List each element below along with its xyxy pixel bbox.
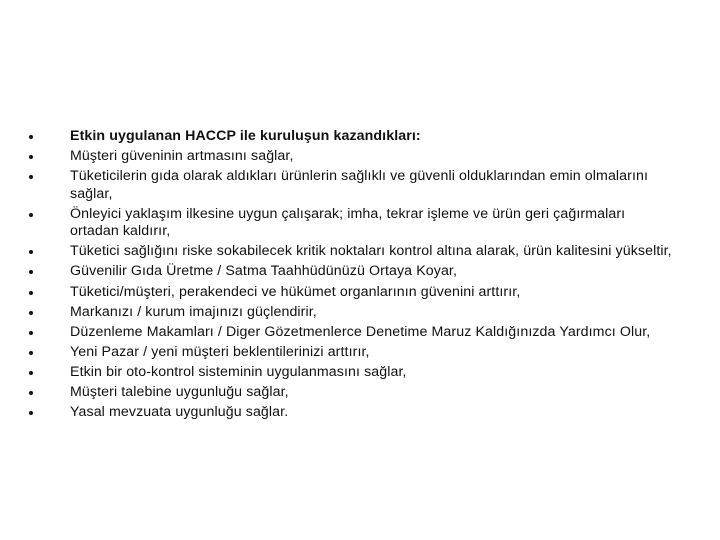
list-item [24,364,674,382]
bullet-dot-icon [29,411,33,415]
list-item-text: Tüketicilerin gıda olarak aldıkları ürünlerin sağlıklı ve güvenli olduklarından emin olmalarını sağlar, [70,168,649,202]
list-item-text: Tüketici sağlığını riske sokabilecek kritik noktaları kontrol altına alarak, ürün kalitesini yükseltir, [70,243,672,260]
bullet-list [24,128,674,424]
list-item-text: Yeni Pazar / yeni müşteri beklentilerinizi arttırır, [70,343,370,360]
bullet-dot-icon [29,270,33,274]
bullet-dot-icon [29,371,33,375]
list-item [24,304,674,322]
bullet-dot-icon [29,291,33,295]
list-item [24,148,674,166]
bullet-dot-icon [29,213,33,217]
list-item-text: Güvenilir Gıda Üretme / Satma Taahhüdünüzü Ortaya Koyar, [70,263,458,280]
list-item-text: Önleyici yaklaşım ilkesine uygun çalışarak; imha, tekrar işleme ve ürün geri çağırmaları ortadan kaldırır, [70,205,626,240]
list-item [24,344,674,362]
list-item-text: Müşteri talebine uygunluğu sağlar, [70,384,289,401]
list-item [24,404,674,422]
list-item-text: Düzenleme Makamları / Diger Gözetmenlerce Denetime Maruz Kaldığınızda Yardımcı Olur, [70,323,651,340]
bullet-dot-icon [29,135,33,139]
bullet-dot-icon [29,311,33,315]
list-item-text: Tüketici/müşteri, perakendeci ve hükümet organlarının güvenini arttırır, [70,283,521,300]
list-item [24,206,674,241]
list-item-text: Etkin uygulanan HACCP ile kuruluşun kazandıkları: [70,128,421,144]
list-item [24,243,674,261]
bullet-dot-icon [29,155,33,159]
list-item-text: Markanızı / kurum imajınızı güçlendirir, [70,303,317,320]
bullet-dot-icon [29,175,33,179]
list-item-text: Yasal mevzuata uygunluğu sağlar. [70,404,289,421]
list-item-text: Müşteri güveninin artmasını sağlar, [70,148,294,165]
bullet-dot-icon [29,351,33,355]
bullet-dot-icon [29,250,33,254]
list-item [24,128,674,146]
list-item-text: Etkin bir oto-kontrol sisteminin uygulanmasını sağlar, [70,363,407,380]
list-item [24,324,674,342]
list-item [24,263,674,281]
list-item [24,168,674,203]
list-item [24,284,674,302]
bullet-dot-icon [29,331,33,335]
list-item [24,384,674,402]
bullet-dot-icon [29,391,33,395]
